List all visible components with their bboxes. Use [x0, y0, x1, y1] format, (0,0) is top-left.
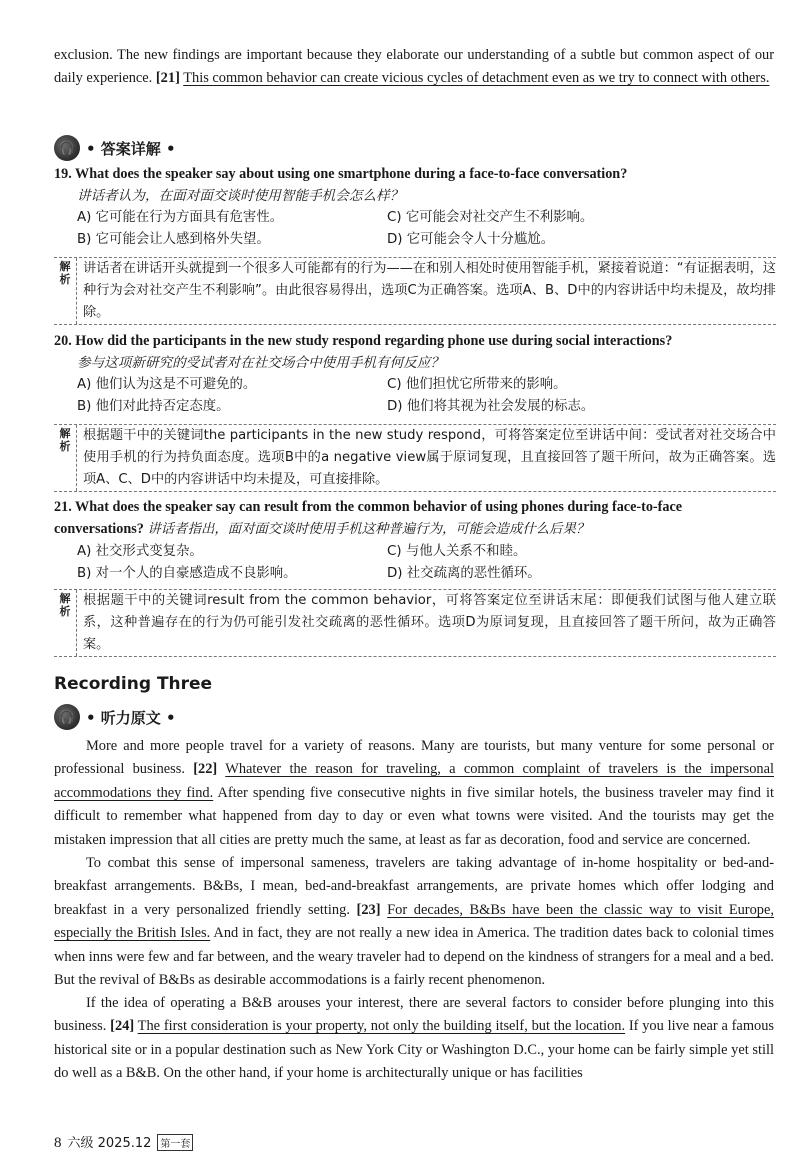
headphones-icon: 🎧 — [54, 135, 80, 161]
transcript-underlined-24: The first consideration is your property, not only the building itself, but the location. — [137, 1018, 626, 1035]
intro-text: exclusion. The new findings are important because they elaborate our understanding of a subtle but common aspect of our daily experience. — [54, 47, 774, 87]
option: C) 他们担忧它所带来的影响。 — [387, 377, 567, 392]
transcript-underlined-23: For decades, B&Bs have been the classic way to visit Europe, especially the British Isles. — [54, 901, 774, 942]
option: C) 它可能会对社交产生不利影响。 — [387, 210, 594, 225]
option: B) 他们对此持否定态度。 — [77, 399, 230, 414]
question-20-zh: 参与这项新研究的受试者对在社交场合中使用手机有何反应？ — [77, 355, 445, 371]
marker-22: [22] — [193, 761, 218, 778]
marker-23: [23] — [356, 901, 381, 918]
analysis-label: 解 析 — [54, 590, 77, 656]
question-19-zh: 讲话者认为，在面对面交谈时使用智能手机会怎么样？ — [77, 188, 404, 204]
transcript-paragraph-3: If the idea of operating a B&B arouses your interest, there are several factors to consider before plunging into this business. [24] The first consideration is your property, not only the building itself, but the location. If you live near a famous historical site or in a popular destination such as New York City or Washington D.C., your home can be fairly simple yet still do well as a B&B. On the other hand, if your home is architecturally unique or has facilities — [54, 995, 775, 1082]
option: D) 他们将其视为社会发展的标志。 — [387, 399, 595, 414]
option: D) 它可能会令人十分尴尬。 — [387, 232, 555, 247]
issue-label: 六级 2025.12 — [67, 1136, 152, 1151]
answers-section-title: • 答案详解 • — [86, 139, 176, 158]
question-19 — [54, 163, 774, 251]
set-tag: 第一套 — [157, 1134, 193, 1151]
analysis-20 — [54, 424, 776, 492]
option: A) 它可能在行为方面具有危害性。 — [77, 210, 284, 225]
option: A) 社交形式变复杂。 — [77, 544, 203, 559]
analysis-19 — [54, 257, 776, 325]
question-20-options — [54, 374, 774, 418]
transcript-underlined-22: Whatever the reason for traveling, a common complaint of travelers is the impersonal accommodations they find. — [54, 761, 774, 801]
question-19-en: 19. What does the speaker say about using one smartphone during a face-to-face conversation? — [54, 166, 628, 182]
transcript-paragraph-2: To combat this sense of impersonal sameness, travelers are taking advantage of in-home hospitality or bed-and-breakfast arrangements. B&Bs, I mean, bed-and-breakfast arrangements, are private homes which offer lodging and breakfast in a very personalized friendly setting. [23] For decades, B&Bs have been the classic way to visit Europe, especially the British Isles. And in fact, they are not really a new idea in America. The tradition dates back to colonial times when inns were few and far between, and the weary traveler had to depend on the kindness of strangers for a meal and a bed. But the revival of B&Bs as desirable accommodations is a fairly recent phenomenon. — [54, 855, 774, 989]
transcript-section-title: • 听力原文 • — [86, 708, 176, 727]
headphones-icon: 🎧 — [54, 704, 80, 730]
answers-section-header — [54, 135, 176, 161]
question-19-options — [54, 207, 774, 251]
option: B) 它可能会让人感到格外失望。 — [77, 232, 270, 247]
option: A) 他们认为这是不可避免的。 — [77, 377, 257, 392]
analysis-19-text: 讲话者在讲话开头就提到一个很多人可能都有的行为——在和别人相处时使用智能手机，紧接着说道：“有证据表明，这种行为会对社交产生不利影响”。由此很容易得出，选项C为正确答案。选项A、B、D中的内容讲话中均未提及，故均排除。 — [83, 261, 776, 320]
transcript-section-header — [54, 704, 176, 730]
intro-paragraph — [54, 44, 774, 91]
option: C) 与他人关系不和睦。 — [387, 544, 527, 559]
question-21 — [54, 496, 774, 585]
question-21-en: 21. What does the speaker say can result from the common behavior of using phones during face-to-face conversations? 讲话者指出，面对面交谈时使用手机这种普遍行为，可能会造成什么后果？ — [54, 499, 683, 537]
analysis-label: 解 析 — [54, 258, 77, 324]
question-21-options — [54, 541, 774, 585]
analysis-21 — [54, 589, 776, 657]
option: D) 社交疏离的恶性循环。 — [387, 566, 541, 581]
analysis-label: 解 析 — [54, 425, 77, 491]
intro-underlined: This common behavior can create vicious cycles of detachment even as we try to connect with others. — [183, 70, 770, 87]
page-number: 8 — [54, 1135, 62, 1151]
recording-title: Recording Three — [54, 674, 213, 694]
analysis-21-text: 根据题干中的关键词result from the common behavior，可将答案定位至讲话末尾：即便我们试图与他人建立联系，这种普遍存在的行为仍可能引发社交疏离的恶性循环。选项D为原词复现，且直接回答了题干所问，故为正确答案。 — [83, 593, 776, 652]
transcript-paragraph-1: More and more people travel for a variety of reasons. Many are tourists, but many venture for some personal or professional business. [22] Whatever the reason for traveling, a common complaint of travelers is the impersonal accommodations they find. After spending five consecutive nights in five similar hotels, the business traveler may find it difficult to remember what happened from day to day or even what towns were visited. And the tourists may get the mistaken impression that all cities are pretty much the same, at least as far as decoration, food and service are concerned. — [54, 738, 774, 848]
analysis-20-text: 根据题干中的关键词the participants in the new study respond，可将答案定位至讲话中间：受试者对社交场合中使用手机的行为持负面态度。选项B中的a negative view属于原词复现，且直接回答了题干所问，故为正确答案。选项A、C、D中的内容讲话中均未提及，可直接排除。 — [83, 428, 776, 487]
marker-24: [24] — [110, 1018, 135, 1035]
question-20-en: 20. How did the participants in the new study respond regarding phone use during social interactions? — [54, 333, 673, 349]
option: B) 对一个人的自豪感造成不良影响。 — [77, 566, 297, 581]
page-footer — [54, 1132, 193, 1152]
marker-21: [21] — [155, 70, 180, 87]
question-20 — [54, 330, 774, 418]
